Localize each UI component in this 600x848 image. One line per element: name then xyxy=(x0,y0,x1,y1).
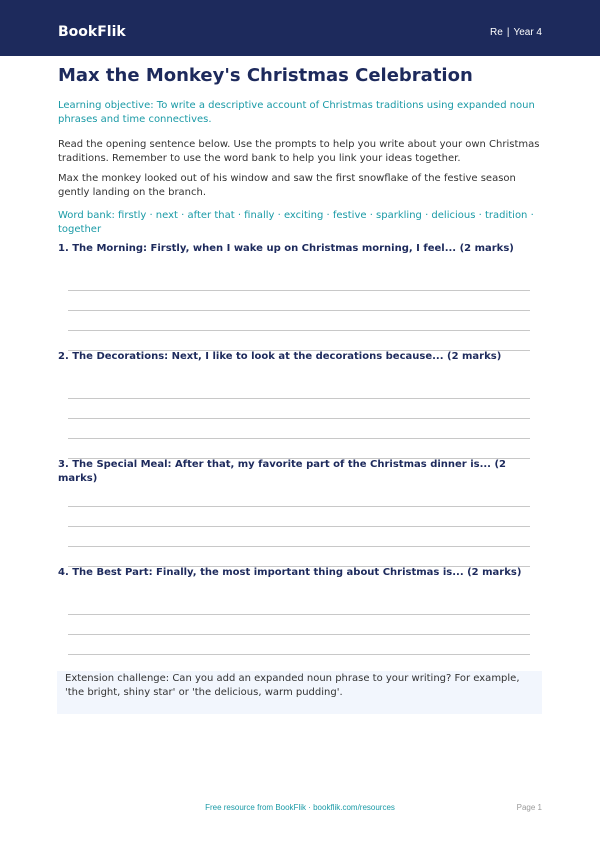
subject-label: Re xyxy=(490,27,503,38)
extension-challenge-box xyxy=(57,671,542,714)
subject-year-label xyxy=(490,26,542,40)
answer-line[interactable] xyxy=(68,418,530,419)
extension-challenge-text: Extension challenge: Can you add an expanded noun phrase to your writing? For example, 'the bright, shiny star' or 'the delicious, warm pudding'. xyxy=(65,673,520,698)
answer-line[interactable] xyxy=(68,546,530,547)
answer-line[interactable] xyxy=(68,654,530,655)
answer-line[interactable] xyxy=(68,614,530,615)
answer-line[interactable] xyxy=(68,398,530,399)
opening-sentence: Max the monkey looked out of his window and saw the first snowflake of the festive season gently landing on the branch. xyxy=(58,173,516,198)
footer-link[interactable]: Free resource from BookFlik · bookflik.com/resources xyxy=(205,803,395,812)
answer-line[interactable] xyxy=(68,330,530,331)
answer-line[interactable] xyxy=(68,310,530,311)
question-4: 4. The Best Part: Finally, the most important thing about Christmas is... (2 marks) xyxy=(58,567,522,578)
answer-line[interactable] xyxy=(68,506,530,507)
question-3: 3. The Special Meal: After that, my favorite part of the Christmas dinner is... (2 marks) xyxy=(58,459,506,484)
question-1: 1. The Morning: Firstly, when I wake up on Christmas morning, I feel... (2 marks) xyxy=(58,243,514,254)
instructions: Read the opening sentence below. Use the prompts to help you write about your own Christmas traditions. Remember to use the word bank to help you link your ideas together. xyxy=(58,139,540,164)
learning-objective: Learning objective: To write a descriptive account of Christmas traditions using expanded noun phrases and time connectives. xyxy=(58,100,535,125)
header-bar xyxy=(0,0,600,56)
brand-logo: BookFlik xyxy=(58,24,126,40)
page-number: Page 1 xyxy=(516,803,542,812)
answer-line[interactable] xyxy=(68,634,530,635)
page-title: Max the Monkey's Christmas Celebration xyxy=(58,65,473,86)
question-2: 2. The Decorations: Next, I like to look at the decorations because... (2 marks) xyxy=(58,351,502,362)
answer-line[interactable] xyxy=(68,438,530,439)
separator: | xyxy=(506,27,510,38)
answer-line[interactable] xyxy=(68,526,530,527)
year-label: Year 4 xyxy=(513,27,542,38)
word-bank: Word bank: firstly · next · after that · finally · exciting · festive · sparkling · delicious · tradition · together xyxy=(58,210,534,235)
answer-line[interactable] xyxy=(68,290,530,291)
